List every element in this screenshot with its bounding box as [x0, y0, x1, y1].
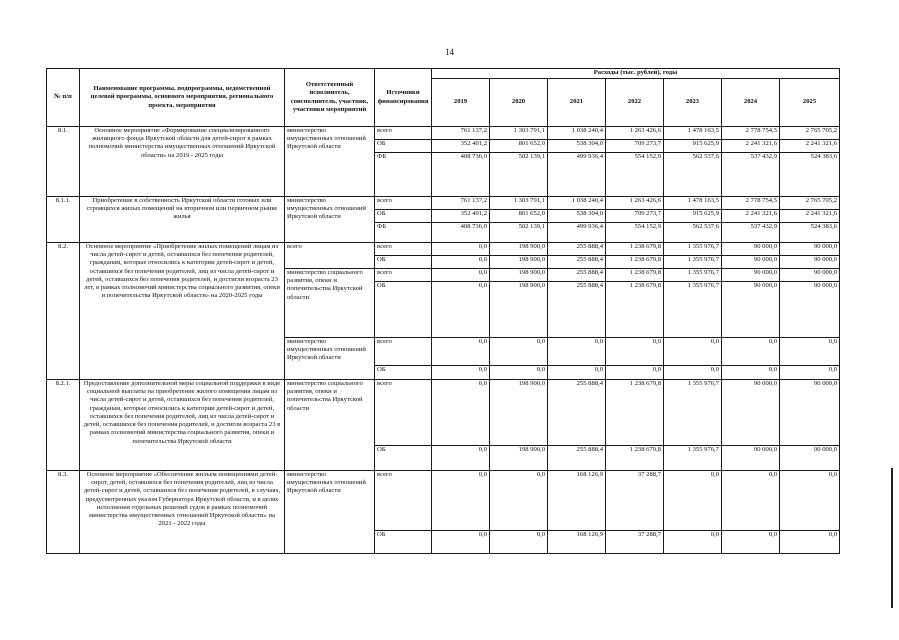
- cell-expense-2021: 255 888,4: [548, 269, 606, 282]
- cell-expense-2023: 915 625,9: [664, 140, 722, 153]
- row-source: всего: [375, 380, 432, 446]
- cell-expense-2024: 537 432,9: [722, 223, 780, 243]
- cell-expense-2025: 2 765 705,2: [780, 197, 840, 210]
- row-source: всего: [375, 197, 432, 210]
- cell-expense-2021: 255 888,4: [548, 446, 606, 471]
- row-program-name: Предоставление дополнительной меры социальной поддержки в виде социальной выплаты на приобретение жилого помещения лицам из числа детей-сирот и детей, оставшихся без попечения родителей, гражданам, которые относились к категории детей-сирот и детей, оставшихся без попечения родителей, лиц из числа детей-сирот и детей, оставшихся без попечения родителей, и достигли возраста 23 в рамках полномочий министерства социального развития, опеки и попечительства Иркутской области: [80, 380, 285, 471]
- row-source: всего: [375, 338, 432, 366]
- cell-expense-2025: 2 765 705,2: [780, 127, 840, 140]
- cell-expense-2025: 0,0: [780, 338, 840, 366]
- cell-expense-2023: 1 355 976,7: [664, 243, 722, 256]
- table-header: [47, 69, 840, 127]
- cell-expense-2022: 1 238 679,8: [606, 269, 664, 282]
- header-year-2020: 2020: [490, 79, 548, 127]
- cell-expense-2021: 255 888,4: [548, 256, 606, 269]
- cell-expense-2024: 537 432,9: [722, 153, 780, 197]
- header-year-2021: 2021: [548, 79, 606, 127]
- cell-expense-2021: 168 126,9: [548, 471, 606, 531]
- row-responsible: министерство имущественных отношений Иркутской области: [285, 471, 375, 554]
- scan-edge-mark: [891, 468, 893, 608]
- cell-expense-2022: 37 288,7: [606, 471, 664, 531]
- cell-expense-2020: 801 652,0: [490, 210, 548, 223]
- cell-expense-2020: 0,0: [490, 531, 548, 554]
- header-expenses: Расходы (тыс. рублей), годы: [432, 69, 840, 79]
- header-responsible: Ответственный исполнитель, соисполнитель, участник, участники мероприятий: [285, 69, 375, 127]
- cell-expense-2021: 168 126,9: [548, 531, 606, 554]
- cell-expense-2025: 2 241 321,6: [780, 140, 840, 153]
- cell-expense-2022: 37 288,7: [606, 531, 664, 554]
- cell-expense-2022: 554 152,9: [606, 153, 664, 197]
- cell-expense-2019: 0,0: [432, 256, 490, 269]
- table-row: [47, 380, 840, 446]
- cell-expense-2025: 90 000,0: [780, 243, 840, 256]
- cell-expense-2024: 0,0: [722, 366, 780, 380]
- row-code: 8.1.1.: [47, 197, 80, 243]
- cell-expense-2025: 0,0: [780, 531, 840, 554]
- cell-expense-2019: 0,0: [432, 446, 490, 471]
- cell-expense-2024: 90 000,0: [722, 282, 780, 338]
- expenditure-table: [46, 68, 840, 554]
- row-code: 8.3.: [47, 471, 80, 554]
- cell-expense-2023: 1 355 976,7: [664, 269, 722, 282]
- cell-expense-2025: 90 000,0: [780, 269, 840, 282]
- cell-expense-2024: 2 241 321,6: [722, 210, 780, 223]
- cell-expense-2024: 90 000,0: [722, 446, 780, 471]
- row-responsible: министерство имущественных отношений Иркутской области: [285, 127, 375, 197]
- cell-expense-2019: 0,0: [432, 366, 490, 380]
- table-row: [47, 197, 840, 210]
- row-source: всего: [375, 471, 432, 531]
- cell-expense-2021: 499 936,4: [548, 153, 606, 197]
- cell-expense-2020: 0,0: [490, 338, 548, 366]
- cell-expense-2020: 198 900,0: [490, 256, 548, 269]
- cell-expense-2024: 90 000,0: [722, 256, 780, 269]
- cell-expense-2020: 0,0: [490, 471, 548, 531]
- cell-expense-2020: 1 303 791,1: [490, 127, 548, 140]
- cell-expense-2021: 538 304,0: [548, 210, 606, 223]
- cell-expense-2023: 0,0: [664, 338, 722, 366]
- cell-expense-2025: 0,0: [780, 471, 840, 531]
- row-responsible: министерство имущественных отношений Иркутской области: [285, 197, 375, 243]
- table-row: [47, 243, 840, 256]
- cell-expense-2019: 0,0: [432, 243, 490, 256]
- cell-expense-2024: 2 778 754,5: [722, 127, 780, 140]
- cell-expense-2019: 0,0: [432, 269, 490, 282]
- cell-expense-2019: 0,0: [432, 338, 490, 366]
- cell-expense-2019: 0,0: [432, 380, 490, 446]
- cell-expense-2019: 0,0: [432, 282, 490, 338]
- cell-expense-2024: 90 000,0: [722, 243, 780, 256]
- header-year-2019: 2019: [432, 79, 490, 127]
- header-year-2022: 2022: [606, 79, 664, 127]
- table-row: [47, 471, 840, 531]
- row-source: ФБ: [375, 223, 432, 243]
- row-source: ОБ: [375, 282, 432, 338]
- cell-expense-2021: 255 888,4: [548, 282, 606, 338]
- header-year-2024: 2024: [722, 79, 780, 127]
- cell-expense-2025: 90 000,0: [780, 282, 840, 338]
- row-program-name: Основное мероприятие «Формирование специализированного жилищного фонда Иркутской области для детей-сирот в рамках полномочий министерства имущественных отношений Иркутской области» на 2019 - 2025 годы: [80, 127, 285, 197]
- row-code: 8.2.: [47, 243, 80, 380]
- cell-expense-2021: 499 936,4: [548, 223, 606, 243]
- cell-expense-2023: 915 625,9: [664, 210, 722, 223]
- cell-expense-2023: 1 355 976,7: [664, 446, 722, 471]
- row-responsible: министерство социального развития, опеки и попечительства Иркутской области: [285, 269, 375, 338]
- header-year-2023: 2023: [664, 79, 722, 127]
- cell-expense-2020: 502 139,1: [490, 223, 548, 243]
- row-source: ОБ: [375, 140, 432, 153]
- row-source: всего: [375, 269, 432, 282]
- row-responsible: министерство имущественных отношений Иркутской области: [285, 338, 375, 380]
- cell-expense-2019: 761 137,2: [432, 197, 490, 210]
- cell-expense-2025: 2 241 321,6: [780, 210, 840, 223]
- header-year-2025: 2025: [780, 79, 840, 127]
- row-program-name: Основное мероприятие «Приобретение жилых помещений лицам из числа детей-сирот и детей, оставшихся без попечения родителей, гражданам, которые относились к категории детей-сирот и детей, оставшихся без попечения родителей, лиц из числа детей-сирот и детей, оставшихся без попечения родителей, и достигли возраста 23 лет, в рамках полномочий министерства социального развития, опеки и попечительства Иркутской области» на 2020-2025 годы: [80, 243, 285, 380]
- row-responsible: министерство социального развития, опеки и попечительства Иркутской области: [285, 380, 375, 471]
- cell-expense-2019: 352 401,2: [432, 140, 490, 153]
- cell-expense-2020: 198 900,0: [490, 243, 548, 256]
- cell-expense-2019: 761 137,2: [432, 127, 490, 140]
- cell-expense-2022: 554 152,9: [606, 223, 664, 243]
- row-source: ОБ: [375, 531, 432, 554]
- cell-expense-2023: 562 537,6: [664, 153, 722, 197]
- cell-expense-2019: 408 736,0: [432, 153, 490, 197]
- cell-expense-2022: 1 238 679,8: [606, 380, 664, 446]
- cell-expense-2021: 0,0: [548, 366, 606, 380]
- header-source: Источники финансирования: [375, 69, 432, 127]
- table-body: [47, 127, 840, 554]
- row-source: ФБ: [375, 153, 432, 197]
- cell-expense-2020: 502 139,1: [490, 153, 548, 197]
- cell-expense-2023: 0,0: [664, 531, 722, 554]
- cell-expense-2025: 90 000,0: [780, 446, 840, 471]
- cell-expense-2025: 90 000,0: [780, 256, 840, 269]
- cell-expense-2021: 1 038 240,4: [548, 127, 606, 140]
- cell-expense-2019: 352 401,2: [432, 210, 490, 223]
- cell-expense-2024: 2 778 754,5: [722, 197, 780, 210]
- cell-expense-2024: 0,0: [722, 338, 780, 366]
- row-source: ОБ: [375, 256, 432, 269]
- cell-expense-2024: 0,0: [722, 531, 780, 554]
- row-source: ОБ: [375, 210, 432, 223]
- cell-expense-2022: 0,0: [606, 338, 664, 366]
- cell-expense-2019: 0,0: [432, 531, 490, 554]
- cell-expense-2020: 801 652,0: [490, 140, 548, 153]
- cell-expense-2022: 1 238 679,8: [606, 282, 664, 338]
- cell-expense-2022: 1 238 679,8: [606, 256, 664, 269]
- cell-expense-2023: 1 355 976,7: [664, 380, 722, 446]
- page-number: 14: [445, 47, 454, 57]
- cell-expense-2023: 1 355 976,7: [664, 282, 722, 338]
- cell-expense-2025: 0,0: [780, 366, 840, 380]
- cell-expense-2022: 1 238 679,8: [606, 243, 664, 256]
- cell-expense-2025: 524 383,6: [780, 153, 840, 197]
- cell-expense-2023: 1 478 163,5: [664, 127, 722, 140]
- row-responsible: всего: [285, 243, 375, 269]
- cell-expense-2021: 538 304,0: [548, 140, 606, 153]
- cell-expense-2021: 1 038 240,4: [548, 197, 606, 210]
- header-num: № п/п: [47, 69, 80, 127]
- row-code: 8.1.: [47, 127, 80, 197]
- row-program-name: Приобретение в собственность Иркутской области готовых или строящихся жилых помещений на вторичном или первичном рынке жилья: [80, 197, 285, 243]
- row-program-name: Основное мероприятие «Обеспечение жильем помещениями детей-сирот, детей, оставшихся без попечения родителей, лиц из числа детей-сирот и детей, оставшихся без попечения родителей, в случаях, предусмотренных указом Губернатора Иркутской области, и в целях исполнения отдельных решений судов в рамках полномочий министерства имущественных отношений Иркутской области» на 2021 - 2022 годы: [80, 471, 285, 554]
- cell-expense-2023: 0,0: [664, 366, 722, 380]
- cell-expense-2024: 2 241 321,6: [722, 140, 780, 153]
- cell-expense-2020: 198 900,0: [490, 282, 548, 338]
- cell-expense-2022: 709 273,7: [606, 140, 664, 153]
- row-source: всего: [375, 243, 432, 256]
- cell-expense-2021: 255 888,4: [548, 380, 606, 446]
- cell-expense-2020: 198 900,0: [490, 269, 548, 282]
- cell-expense-2025: 524 383,6: [780, 223, 840, 243]
- cell-expense-2023: 0,0: [664, 471, 722, 531]
- cell-expense-2022: 1 263 426,6: [606, 197, 664, 210]
- cell-expense-2020: 198 900,0: [490, 446, 548, 471]
- cell-expense-2023: 562 537,6: [664, 223, 722, 243]
- cell-expense-2023: 1 478 163,5: [664, 197, 722, 210]
- cell-expense-2021: 0,0: [548, 338, 606, 366]
- cell-expense-2023: 1 355 976,7: [664, 256, 722, 269]
- cell-expense-2025: 90 000,0: [780, 380, 840, 446]
- cell-expense-2020: 0,0: [490, 366, 548, 380]
- row-source: ОБ: [375, 366, 432, 380]
- cell-expense-2020: 198 900,0: [490, 380, 548, 446]
- cell-expense-2022: 1 238 679,8: [606, 446, 664, 471]
- cell-expense-2022: 709 273,7: [606, 210, 664, 223]
- header-name: Наименование программы, подпрограммы, ведомственной целевой программы, основного мероприятия, регионального проекта, мероприятия: [80, 69, 285, 127]
- cell-expense-2020: 1 303 791,1: [490, 197, 548, 210]
- cell-expense-2019: 0,0: [432, 471, 490, 531]
- cell-expense-2022: 0,0: [606, 366, 664, 380]
- cell-expense-2024: 90 000,0: [722, 380, 780, 446]
- row-code: 8.2.1.: [47, 380, 80, 471]
- cell-expense-2024: 90 000,0: [722, 269, 780, 282]
- row-source: ОБ: [375, 446, 432, 471]
- cell-expense-2024: 0,0: [722, 471, 780, 531]
- cell-expense-2022: 1 263 426,6: [606, 127, 664, 140]
- cell-expense-2019: 408 736,0: [432, 223, 490, 243]
- table-row: [47, 127, 840, 140]
- cell-expense-2021: 255 888,4: [548, 243, 606, 256]
- row-source: всего: [375, 127, 432, 140]
